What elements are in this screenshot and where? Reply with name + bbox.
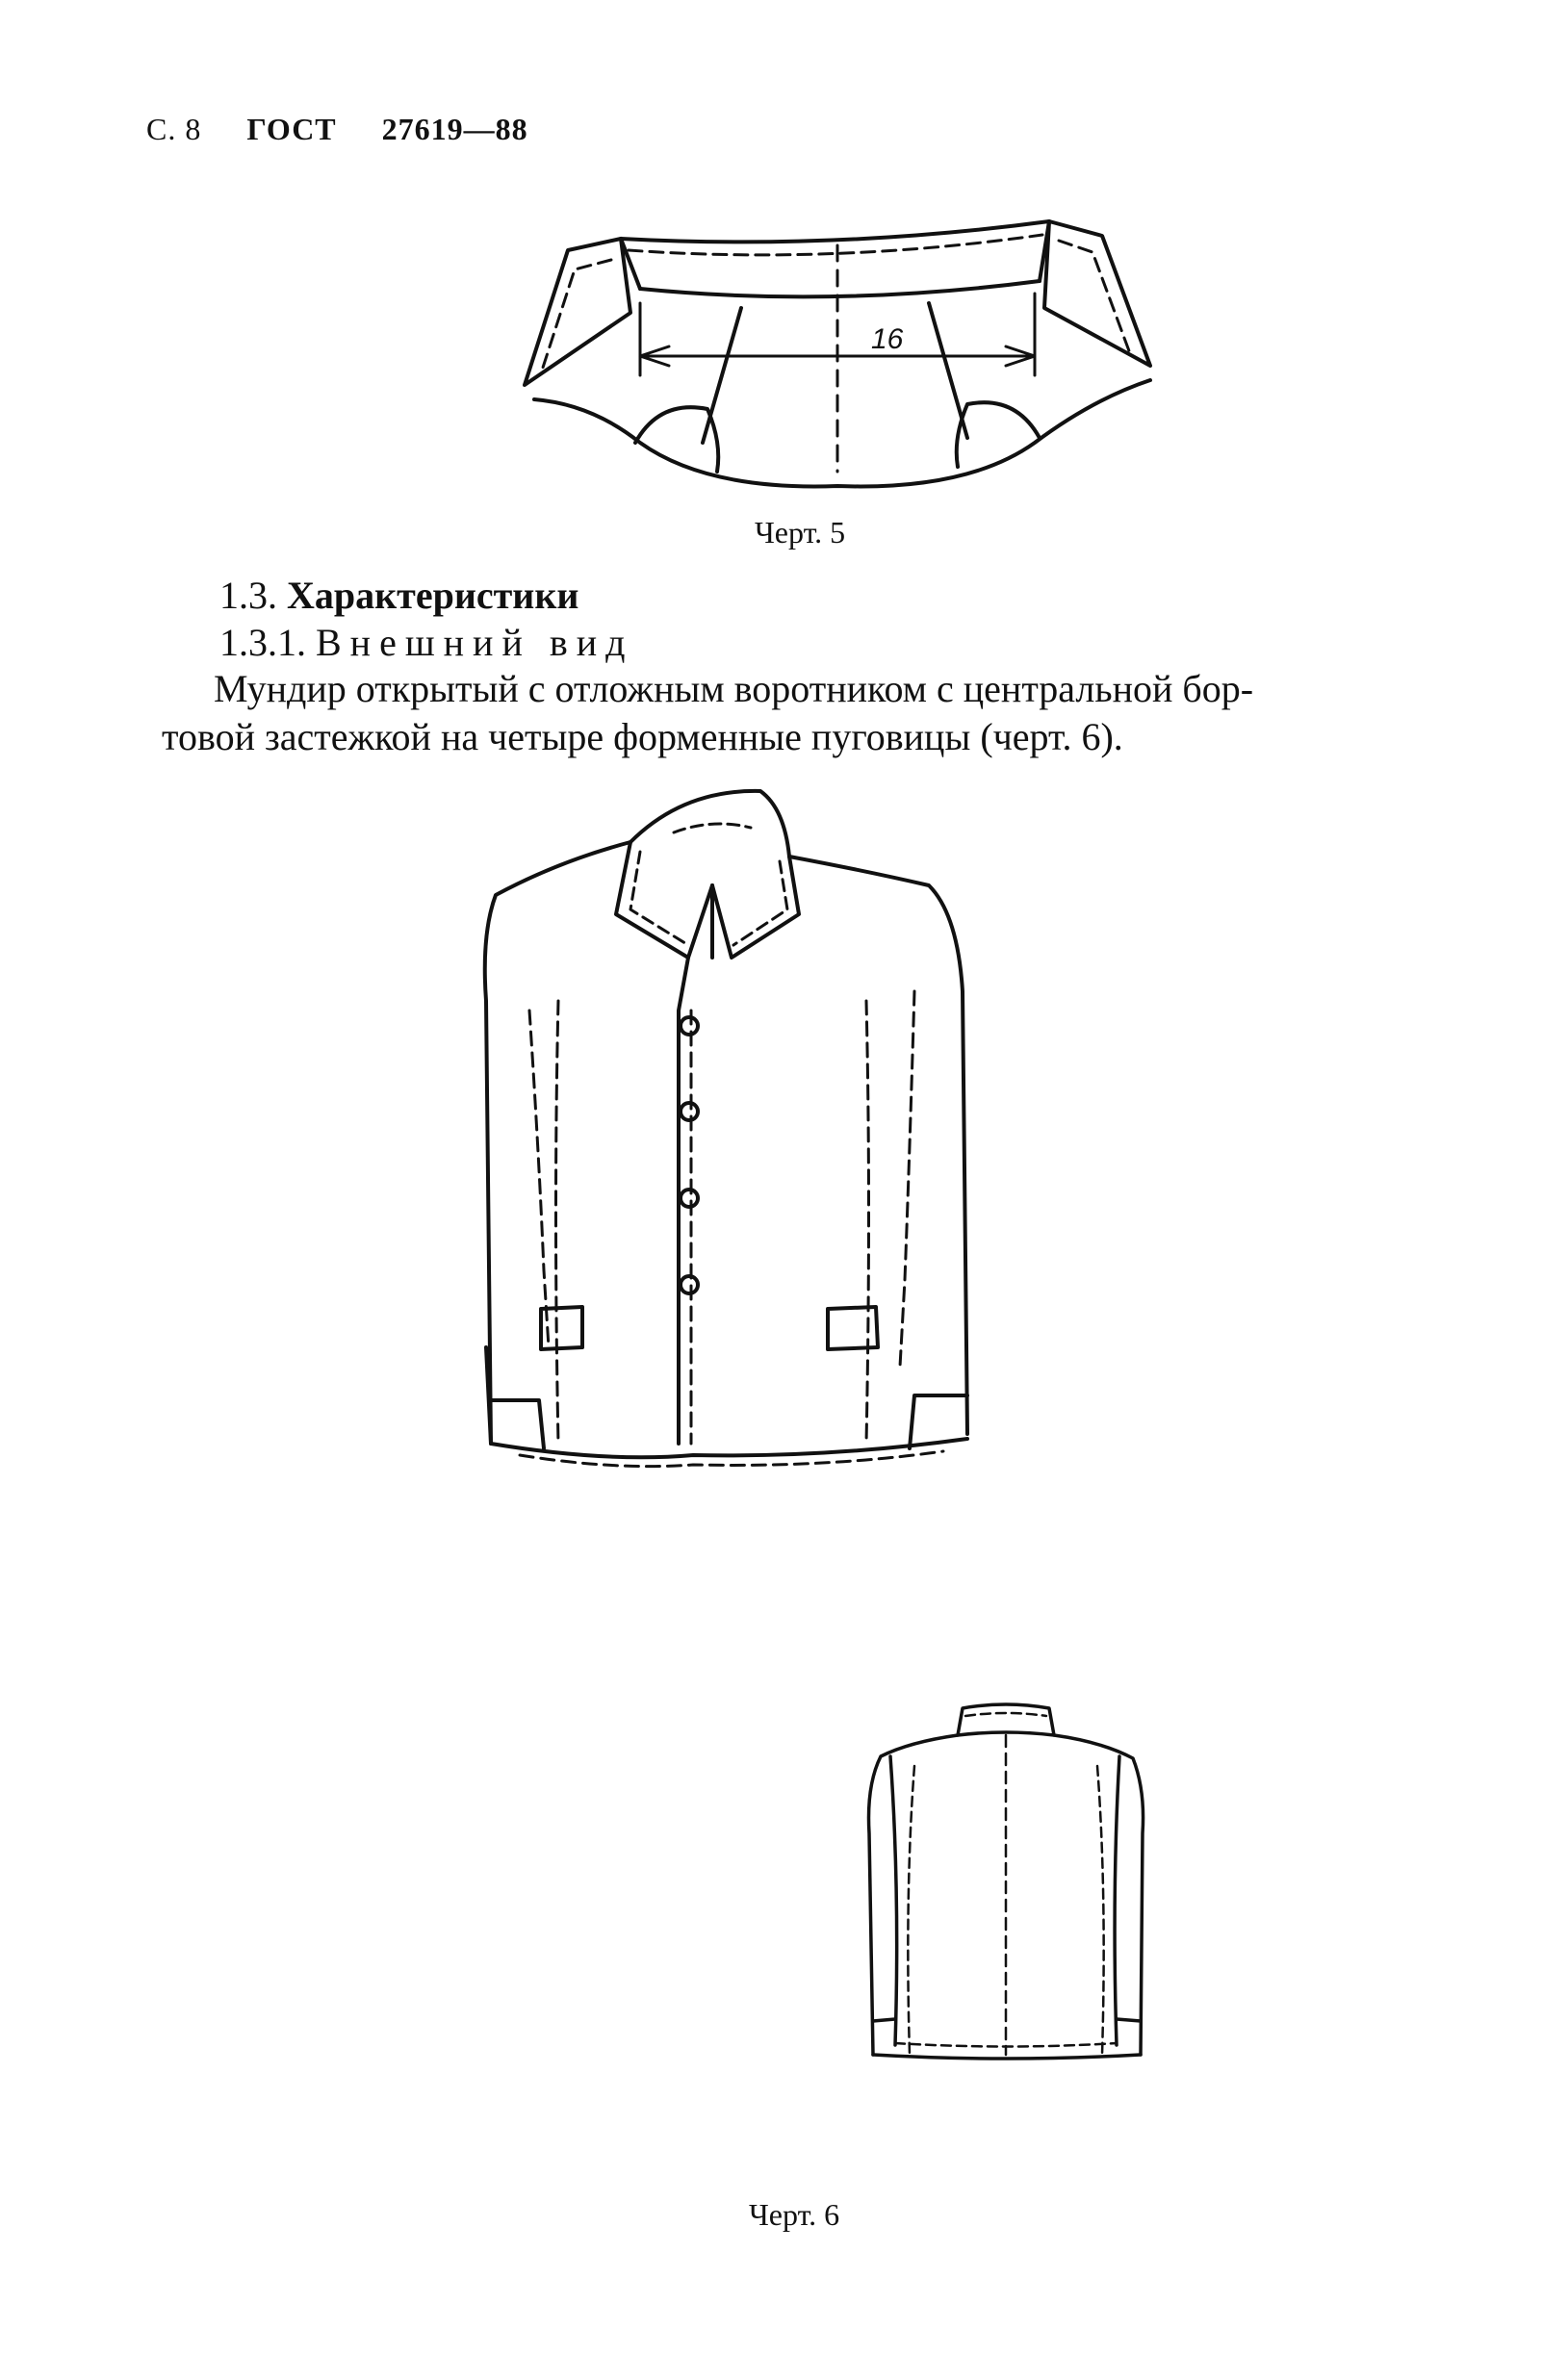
page-header: [146, 112, 565, 147]
page-number: С. 8: [146, 112, 202, 146]
dimension-label: 16: [871, 323, 904, 355]
figure-6-back-view-drawing: [861, 1699, 1150, 2074]
figure-5-caption: Черт. 5: [755, 515, 846, 550]
standard-label: ГОСТ: [246, 112, 337, 146]
section-number: 1.3.: [219, 574, 277, 617]
subsection-title: Внешний вид: [316, 621, 634, 664]
standard-number: 27619—88: [381, 112, 528, 146]
section-title: Характеристики: [287, 574, 579, 617]
figure-6-caption: Черт. 6: [749, 2197, 840, 2232]
paragraph-line-1: Мундир открытый с отложным воротником с центральной бор-: [214, 667, 1254, 710]
paragraph-line-2: товой застежкой на четыре форменные пуговицы (черт. 6).: [162, 715, 1123, 758]
section-heading: [219, 573, 578, 618]
subsection-heading: [219, 620, 634, 665]
figure-6-front-view-drawing: [462, 770, 1001, 1521]
subsection-number: 1.3.1.: [219, 621, 306, 664]
figure-5-collar-drawing: [515, 212, 1160, 491]
